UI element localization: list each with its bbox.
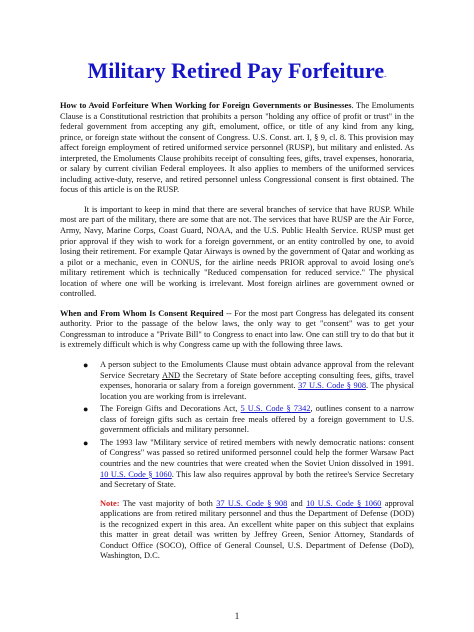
list-item-text: the Secretary of State before accepting consulting fees, gifts, travel expenses, honoraria or salary from a foreign government. (100, 370, 414, 391)
emphasis-and: AND (161, 370, 181, 380)
list-item (83, 360, 415, 402)
list-item-text: . The physical location you are working from is irrelevant. (100, 381, 415, 401)
list-item (83, 437, 414, 491)
bullet-icon: ● (83, 437, 89, 448)
note-text: and (287, 498, 307, 508)
note-label: Note: (100, 498, 120, 508)
intro-paragraph (60, 101, 414, 196)
branches-paragraph: It is important to keep in mind that there are several branches of service that have RUSP. While most are part of the military, there are some that are not. The services that have RUSP are the Air Force, Army, Navy, Marine Corps, Coast Guard, NOAA, and the U.S. Public Health Service. RUSP must get prior approval if they wish to work for a foreign government, or an entity controlled by one, to avoid losing their retirement. For example Qatar Airways is owned by the government of Qatar and working as a pilot or a mechanic, even in CONUS, for the airline needs PRIOR approval to avoid losing one's military retirement which is technically "Reduced compensation for reduced service." The physical location of where one will be working is irrelevant. Most foreign airlines are government owned or controlled. (60, 204, 414, 299)
page-title (60, 58, 414, 89)
note-text: approval applications are from retired military personnel and thus the Department of Defense (DOD) is the recognized expert in this area. An excellent white paper on this subject that explains this matter in great detail was written by Jeffrey Green, Senior Attorney, Standards of Conduct Office (SOCO), Office of General Counsel, U.S. Department of Defense (DoD), Washington, D.C. (100, 498, 414, 561)
title-mark: - (384, 72, 387, 80)
intro-body: . The Emoluments Clause is a Constitutional restriction that prohibits a person "holding any office of profit or trust" in the federal government from accepting any gift, emolument, office, or title of any kind from any king, prince, or foreign state without the consent of Congress. U.S. Const. art. I, § 9, cl. 8. This provision may affect foreign employment of retired uniformed service personnel (RUSP), but military and enlisted. As interpreted, the Emoluments Clause prohibits receipt of consulting fees, gifts, travel expenses, honoraria, or salary by current civilian Federal employees. It also applies to members of the uniformed services including active-duty, reserve, and retired personnel unless Congressional consent is first obtained. The focus of this article is on the RUSP. (60, 101, 414, 195)
link-10-usc-1060-note[interactable]: 10 U.S. Code § 1060 (306, 498, 382, 508)
link-10-usc-1060[interactable]: 10 U.S. Code § 1060 (100, 469, 172, 479)
link-5-usc-7342[interactable]: 5 U.S. Code § 7342 (240, 404, 311, 414)
list-item (83, 404, 415, 436)
list-item-text: A person subject to the Emoluments Clause must obtain advance approval from the relevant Service Secretary (100, 360, 414, 380)
list-item-text: , outlines consent to a narrow class of foreign gifts such as certain free meals offered by a foreign government to U.S. government officials and military personnel. (100, 404, 415, 435)
list-item-text: . This law also requires approval by both the retiree's Service Secretary and Secretary of State. (100, 469, 414, 490)
note-paragraph (100, 499, 414, 562)
note-text: The vast majority of both (119, 498, 217, 508)
consent-law-list (60, 360, 414, 491)
bullet-icon: ● (83, 404, 89, 415)
consent-paragraph (60, 309, 414, 351)
list-item-text: The 1993 law "Military service of retired members with newly democratic nations: consent of Congress" was passed so retired uniformed personnel could help the former Warsaw Pact countries and the new countries that were created when the Soviet Union dissolved in 1991. (100, 437, 414, 468)
bullet-icon: ● (83, 360, 89, 371)
link-37-usc-908-note[interactable]: 37 U.S. Code § 908 (216, 498, 288, 508)
consent-body: -- For the most part Congress has delegated its consent authority. Prior to the passage of the below laws, the only way to get "consent" was to get your Congressman to introduce a "Private Bill" to Congress to enact into law. One can still try to do that but it is extremely difficult which is why Congress came up with the following three laws. (60, 308, 414, 350)
intro-heading: How to Avoid Forfeiture When Working for Foreign Governments or Businesses (60, 101, 352, 110)
title-text: Military Retired Pay Forfeiture (87, 58, 385, 83)
consent-heading: When and From Whom Is Consent Required (60, 308, 224, 318)
page-number: 1 (234, 611, 240, 621)
link-37-usc-908[interactable]: 37 U.S. Code § 908 (298, 381, 367, 391)
list-item-text: The Foreign Gifts and Decorations Act, (100, 404, 241, 414)
